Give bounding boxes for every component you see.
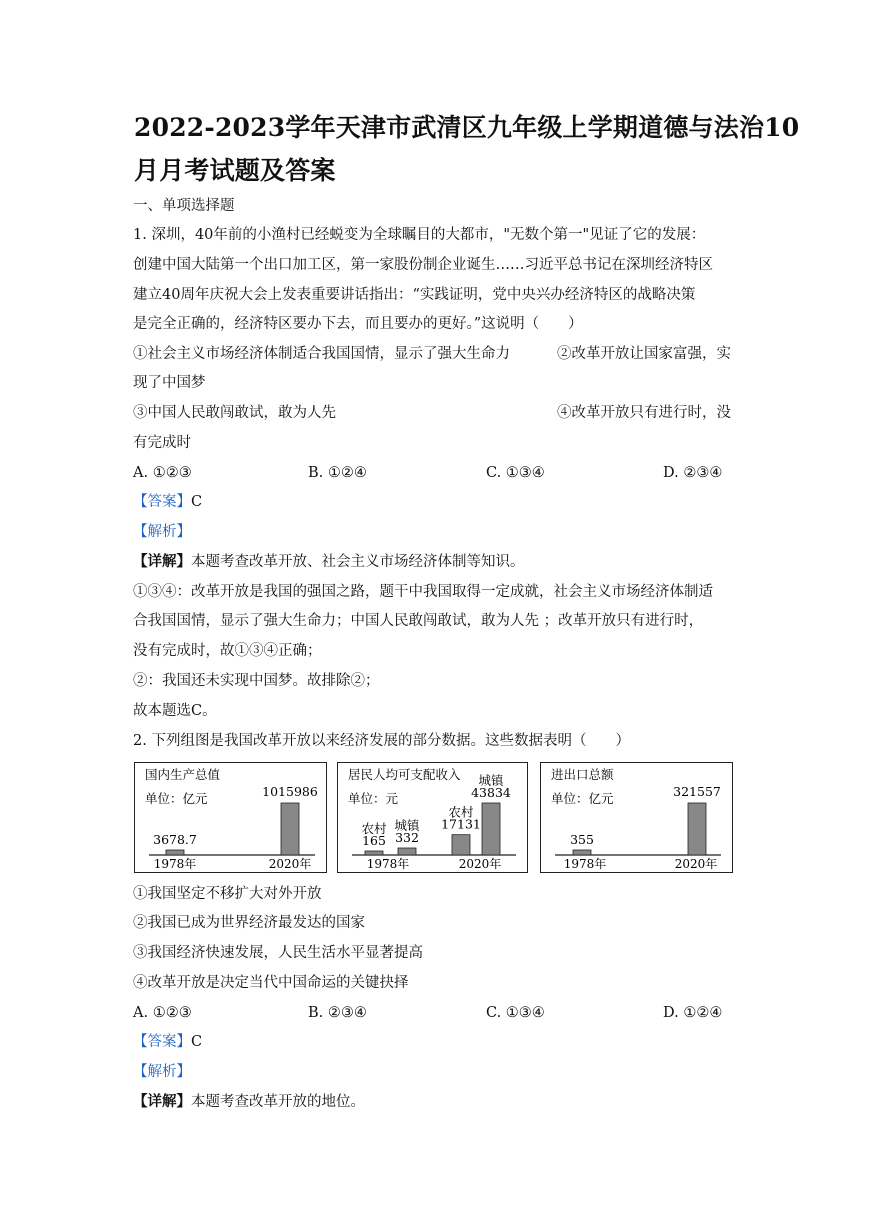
chart-trade-svg <box>541 763 732 872</box>
q1-option-a: A. ①②③ <box>133 465 192 481</box>
answer-value: C <box>191 1034 203 1050</box>
q2-item-2: ②我国已成为世界经济最发达的国家 <box>133 915 365 931</box>
q1-explanation-line: 合我国国情，显示了强大生命力；中国人民敢闯敢试，敢为人先 ；改革开放只有进行时， <box>133 613 704 629</box>
q1-item-1: ①社会主义市场经济体制适合我国国情，显示了强大生命力 <box>133 346 510 362</box>
detail-text: 本题考查改革开放的地位。 <box>191 1094 365 1110</box>
q1-explanation-line: ②：我国还未实现中国梦。故排除②； <box>133 673 380 689</box>
bar-urban-2020 <box>482 803 500 855</box>
bar-rural-1978 <box>365 851 383 855</box>
bar-2020 <box>688 803 706 855</box>
tick-label-2020: 2020年 <box>458 857 502 871</box>
answer-value: C <box>191 494 203 510</box>
tick-label-1978: 1978年 <box>563 857 607 871</box>
chart-trade <box>540 762 733 873</box>
detail-text: 本题考查改革开放、社会主义市场经济体制等知识。 <box>191 554 525 570</box>
bar-label-1978: 3678.7 <box>153 832 197 847</box>
chart-title: 进出口总额 <box>551 767 614 782</box>
q2-option-c: C. ①③④ <box>486 1005 545 1021</box>
q1-option-b: B. ①②④ <box>308 465 367 481</box>
q1-stem-line: 创建中国大陆第一个出口加工区，第一家股份制企业诞生……习近平总书记在深圳经济特区 <box>133 257 713 273</box>
analysis-tag: 【解析】 <box>133 1064 191 1080</box>
chart-gdp-svg <box>135 763 326 872</box>
q1-detail <box>133 552 525 572</box>
document-title-line2: 月月考试题及答案 <box>134 156 336 185</box>
q2-answer <box>133 1032 202 1052</box>
tick-label-1978: 1978年 <box>366 857 410 871</box>
q1-item-4-cont: 有完成时 <box>133 435 191 451</box>
q1-explanation-line: 故本题选C。 <box>133 703 217 719</box>
q1-item-2-cont: 现了中国梦 <box>133 375 206 391</box>
q1-stem-line: 1. 深圳，40年前的小渔村已经蜕变为全球瞩目的大都市，"无数个第一"见证了它的发展： <box>133 227 706 243</box>
bar-label-urban-2020: 43834 <box>471 785 511 800</box>
q1-explanation-line: 没有完成时，故①③④正确； <box>133 643 322 659</box>
q2-option-a: A. ①②③ <box>133 1005 192 1021</box>
document-title-line1: 2022-2023学年天津市武清区九年级上学期道德与法治10 <box>134 113 800 142</box>
bar-label-urban-1978: 332 <box>395 830 419 845</box>
analysis-tag: 【解析】 <box>133 524 191 540</box>
bar-label-2020: 1015986 <box>262 784 318 799</box>
q1-explanation-line: ①③④：改革开放是我国的强国之路，题干中我国取得一定成就，社会主义市场经济体制适 <box>133 584 713 600</box>
q1-option-c: C. ①③④ <box>486 465 545 481</box>
q2-analysis <box>133 1062 191 1082</box>
tick-label-2020: 2020年 <box>674 857 718 871</box>
series-label-urban: 城镇 <box>478 773 504 788</box>
detail-tag: 【详解】 <box>133 553 191 570</box>
q1-stem-line: 建立40周年庆祝大会上发表重要讲话指出：“实践证明，党中央兴办经济特区的战略决策 <box>133 287 696 303</box>
q2-stem: 2. 下列组图是我国改革开放以来经济发展的部分数据。这些数据表明（ ） <box>133 733 630 749</box>
q1-item-4: ④改革开放只有进行时，没 <box>557 405 731 421</box>
answer-tag: 【答案】 <box>133 494 191 510</box>
bar-label-rural-1978: 165 <box>362 833 386 848</box>
q2-option-d: D. ①②④ <box>663 1005 723 1021</box>
chart-income <box>337 762 528 873</box>
bar-label-2020: 321557 <box>673 784 721 799</box>
chart-income-svg <box>338 763 527 872</box>
chart-unit: 单位：亿元 <box>551 791 614 806</box>
q2-item-4: ④改革开放是决定当代中国命运的关键抉择 <box>133 975 409 991</box>
bar-1978 <box>573 850 591 855</box>
series-label-rural: 农村 <box>361 821 387 836</box>
bar-1978 <box>166 850 184 855</box>
chart-gdp <box>134 762 327 873</box>
q2-item-1: ①我国坚定不移扩大对外开放 <box>133 886 322 902</box>
section-heading: 一、单项选择题 <box>133 198 235 214</box>
bar-rural-2020 <box>452 835 470 855</box>
q2-detail <box>133 1092 365 1112</box>
chart-unit: 单位：元 <box>348 791 399 806</box>
series-label-urban: 城镇 <box>394 818 420 833</box>
bar-urban-1978 <box>398 848 416 855</box>
chart-title: 居民人均可支配收入 <box>348 767 461 782</box>
q1-analysis <box>133 522 191 542</box>
bar-2020 <box>281 803 299 855</box>
tick-label-1978: 1978年 <box>153 857 197 871</box>
q1-item-3: ③中国人民敢闯敢试，敢为人先 <box>133 405 336 421</box>
q1-answer <box>133 492 202 512</box>
q1-item-2: ②改革开放让国家富强，实 <box>557 346 731 362</box>
answer-tag: 【答案】 <box>133 1034 191 1050</box>
chart-title: 国内生产总值 <box>145 767 221 782</box>
tick-label-2020: 2020年 <box>268 857 312 871</box>
q1-stem-line: 是完全正确的，经济特区要办下去，而且要办的更好。”这说明（ ） <box>133 316 583 332</box>
series-label-rural: 农村 <box>448 804 474 820</box>
chart-unit: 单位：亿元 <box>145 791 208 806</box>
bar-label-1978: 355 <box>570 832 594 847</box>
q2-item-3: ③我国经济快速发展，人民生活水平显著提高 <box>133 945 423 961</box>
bar-label-rural-2020: 17131 <box>441 816 481 832</box>
q2-option-b: B. ②③④ <box>308 1005 367 1021</box>
q1-option-d: D. ②③④ <box>663 465 723 481</box>
detail-tag: 【详解】 <box>133 1093 191 1110</box>
